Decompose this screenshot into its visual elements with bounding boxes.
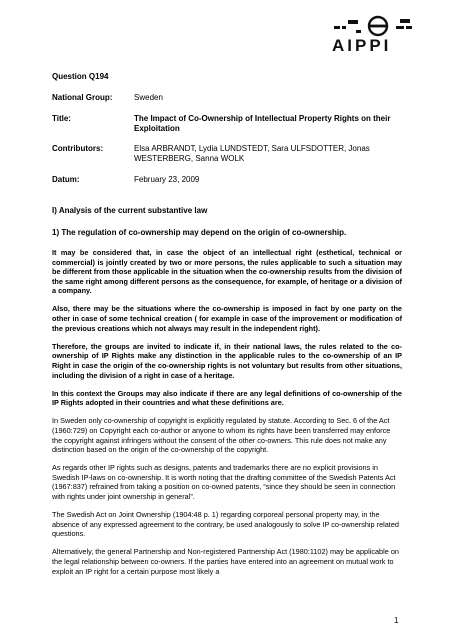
date-label: Datum: [52,175,80,184]
question-label: Question Q194 [52,72,109,81]
paragraph: The Swedish Act on Joint Ownership (1904:48 p. 1) regarding corporeal personal property may, in the absence of any expressed agreement to the contrary, be used analogously to solve IP co-ownership related questions. [52,510,399,539]
section-heading: I) Analysis of the current substantive law [52,206,208,215]
contributors-label: Contributors: [52,144,104,153]
paragraph: In Sweden only co-ownership of copyright is explicitly regulated by statute. According to Sec. 6 of the Act (1960:729) on Copyright each co-author or anyone to whom its rights have been transferred may enforce the copyright against infringers without the consent of the other co-owners. This rule does not make any distinction based on the origin of the co-ownership of the copyright. [52,416,391,455]
paragraph: As regards other IP rights such as designs, patents and trademarks there are no explicit provisions in Swedish IP-laws on co-ownership. It is worth noting that the drafting committee of the Swedish Patents Act (1967:837) refrained from taking a position on co-owned patents, “since they should be seen in connection with rights under joint ownership in general”. [52,463,396,501]
paragraph: Also, there may be the situations where the co-ownership is imposed in fact by one party on the other in case of some technical creation ( for example in case of the improvement or modification of the previous creations which not always may result in the independent right). [52,304,402,333]
page-number: 1 [394,616,399,625]
subheading: 1) The regulation of co-ownership may depend on the origin of co-ownership. [52,228,347,237]
title-value: The Impact of Co-Ownership of Intellectual Property Rights on their Exploitation [134,114,391,133]
group-value: Sweden [134,93,163,102]
paragraph: Alternatively, the general Partnership and Non-registered Partnership Act (1980:1102) may be applicable on the legal relationship between co-owners. If the parties have entered into an agreement on mutual work to exploit an IP right for a certain purpose most likely a [52,547,399,576]
paragraph: Therefore, the groups are invited to indicate if, in their national laws, the rules related to the co-ownership of IP Rights make any distinction in the applicable rules to the co-ownership of an IP Right in case the origin of the co-ownership rights is not voluntary but results from other situations, including the division of a right in case of a heritage. [52,341,402,380]
body-text [52,248,402,585]
paragraph: It may be considered that, in case the object of an intellectual right (esthetical, technical or commercial) is jointly created by two or more persons, the rules applicable to such a situation may be different from those applicable in the situation when the co-ownership results from the division of the same right among different persons as the consequence, for example, of heritage or a division of a company. [52,248,402,296]
date-value: February 23, 2009 [134,175,200,184]
logo-text: AIPPI [332,36,392,55]
group-label: National Group: [52,93,113,102]
paragraph: In this context the Groups may also indicate if there are any legal definitions of co-ownership of the IP Rights adopted in their countries and what these definitions are. [52,388,402,408]
title-label: Title: [52,114,71,123]
contributors-value: Elsa ARBRANDT, Lydia LUNDSTEDT, Sara ULFSDOTTER, Jonas WESTERBERG, Sanna WOLK [134,144,370,163]
